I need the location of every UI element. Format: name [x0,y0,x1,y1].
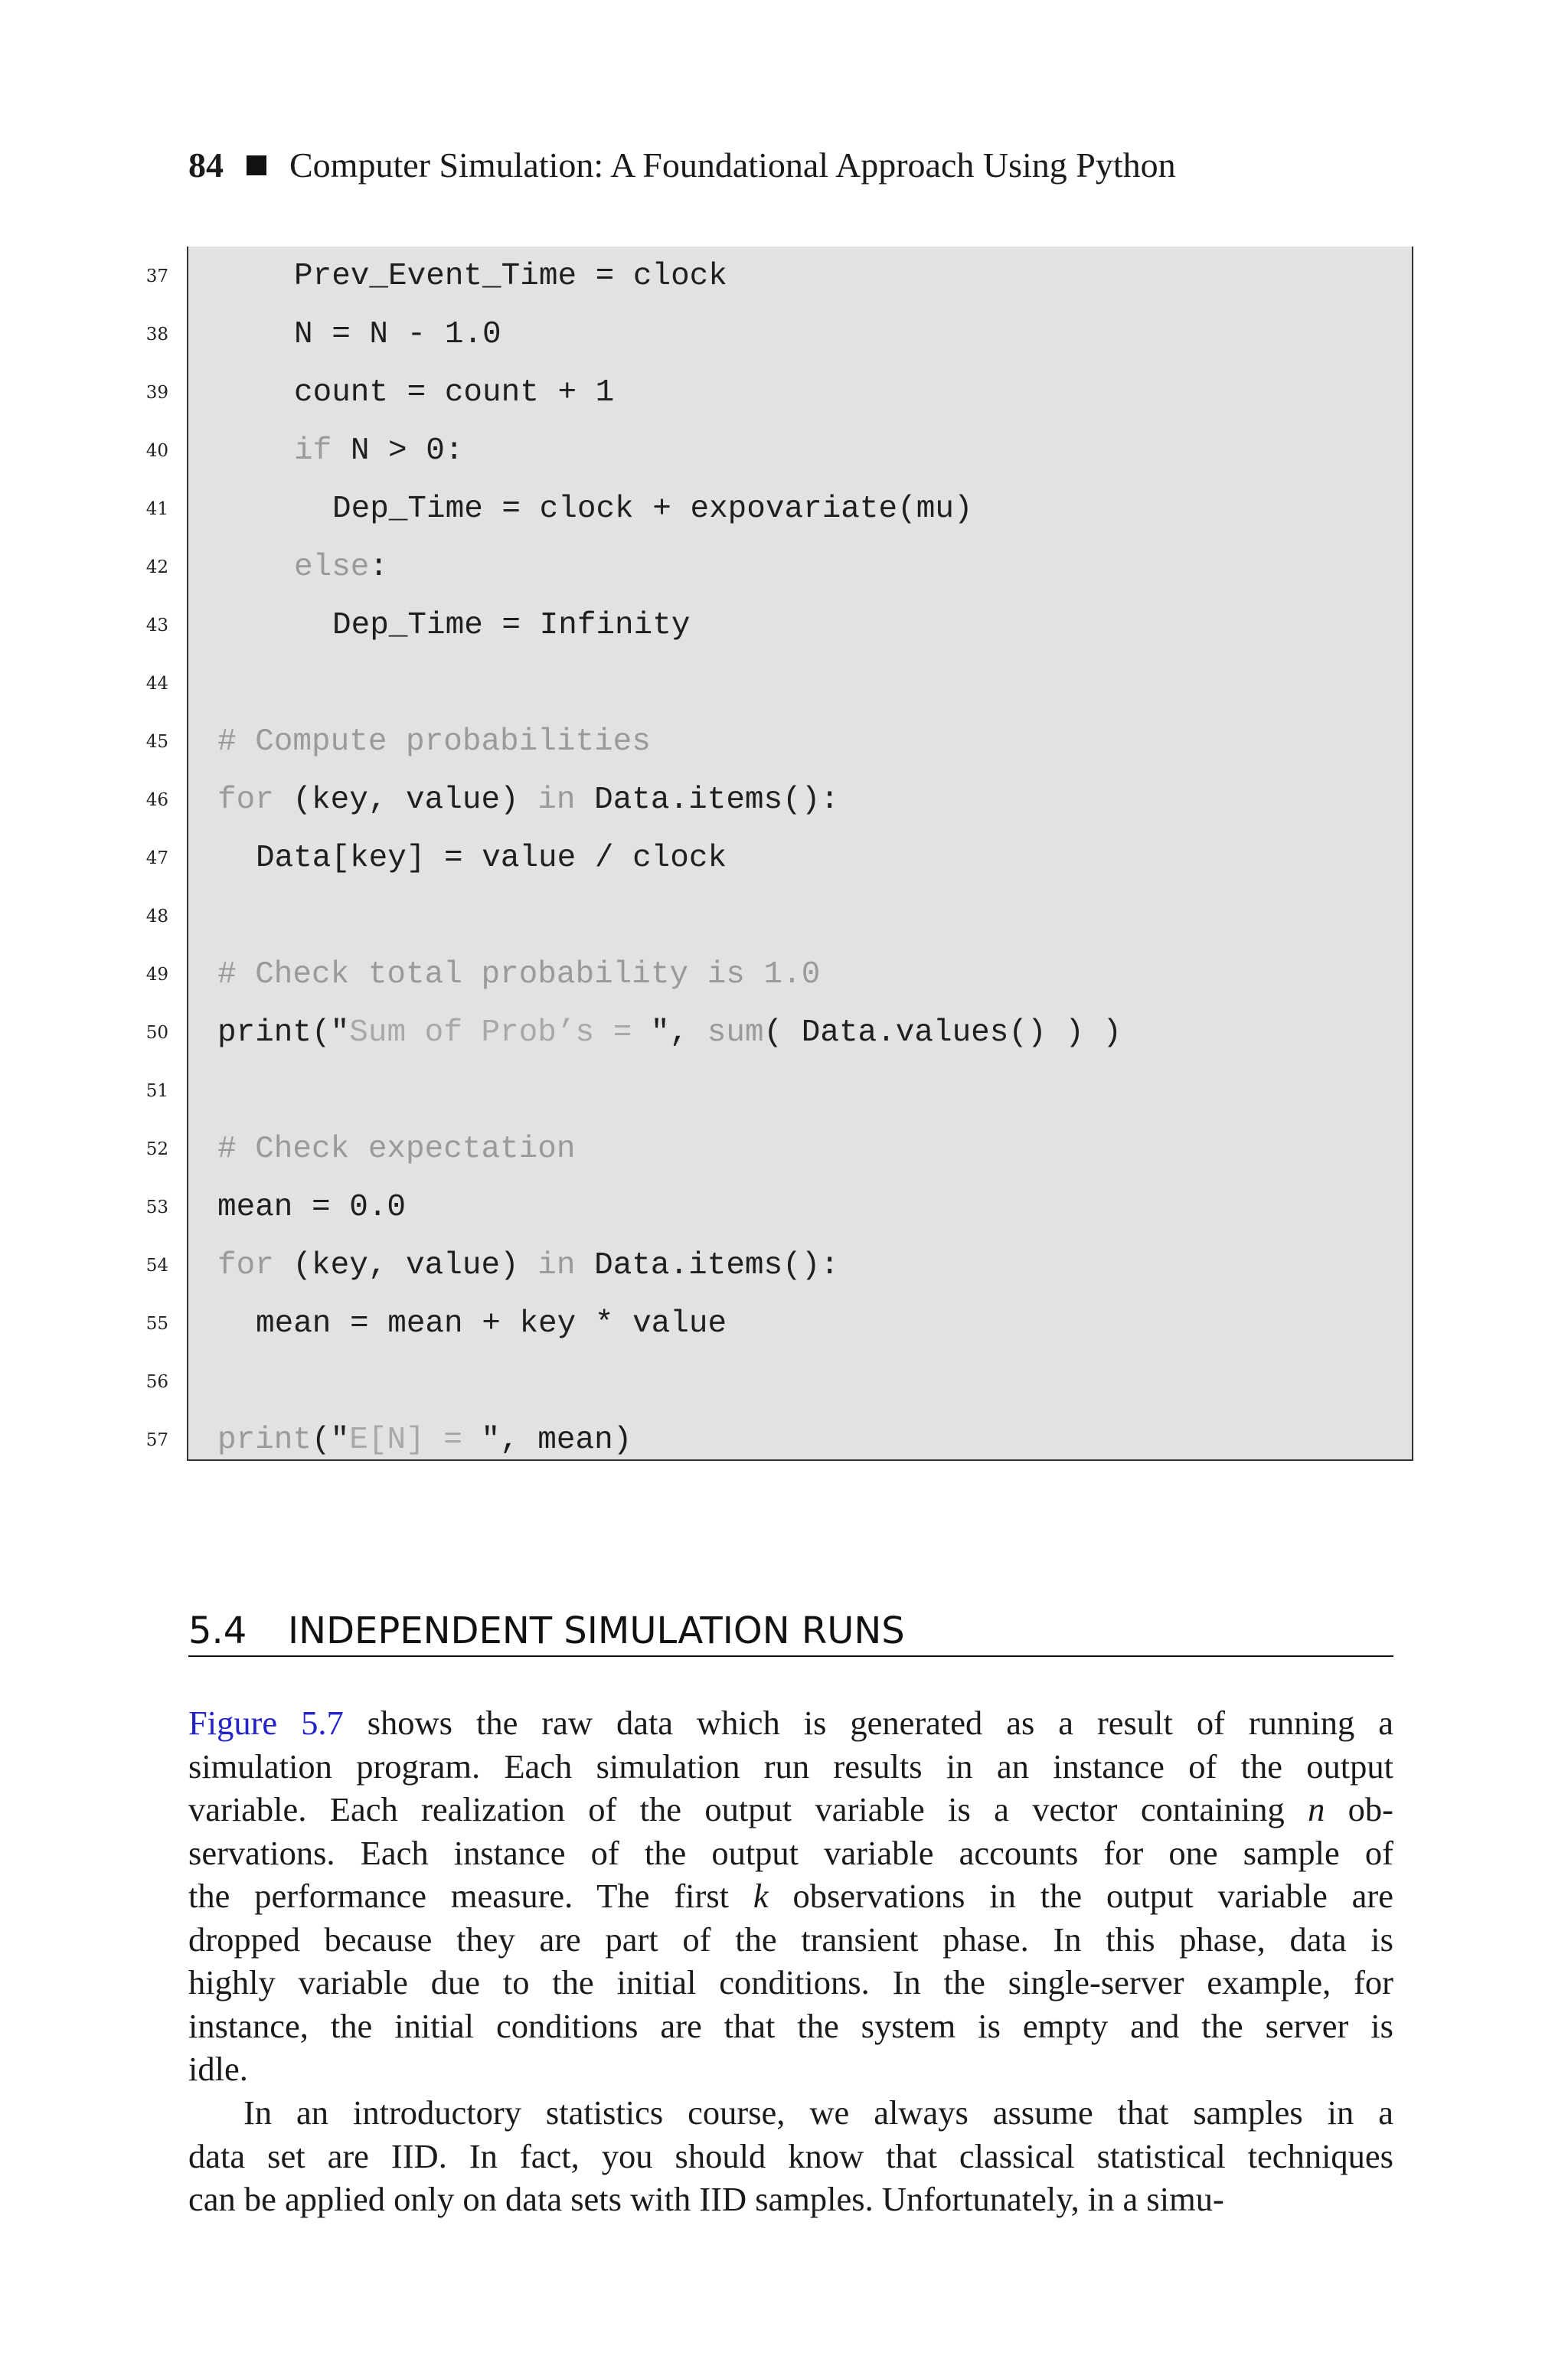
line-number: 47 [145,848,168,868]
text-run: instance, the initial conditions are that the system is empty and the server is [188,2006,1393,2045]
code-text [332,597,690,655]
text-run: simulation program. Each simulation run results in an instance of the output [188,1747,1393,1786]
code-text [294,423,463,480]
code-token: : [369,550,389,585]
code-text [294,364,614,422]
code-line [145,364,1413,422]
text-line [188,1788,1393,1831]
line-number: 38 [145,325,168,345]
code-token: N = N - 1.0 [294,317,501,352]
code-token: N > 0: [332,433,464,469]
code-token: (key, value) [273,1248,538,1283]
text-run: can be applied only on data sets with IID samples. Unfortunately, in a simu- [188,2180,1224,2218]
text-run: highly variable due to the initial conditions. In the single-server example, for [188,1963,1393,2001]
line-number: 42 [145,557,168,577]
code-token: Data.items(): [575,783,839,818]
code-text [256,830,727,887]
line-number: 50 [145,1023,168,1043]
code-comment: # Check total probability is 1.0 [217,957,821,992]
code-text [256,1296,727,1353]
code-line [145,888,1413,946]
code-keyword: sum [707,1015,764,1051]
code-text [217,946,820,1004]
code-keyword: for [217,783,274,818]
code-line [145,714,1413,771]
code-token: ", mean) [481,1423,632,1458]
code-token: Dep_Time = clock + expovariate(mu) [332,492,973,527]
running-head [188,144,1176,187]
code-line [145,481,1413,538]
text-line [188,1701,1393,1745]
figure-link[interactable]: Figure 5.7 [188,1704,344,1742]
text-run: ob- [1325,1790,1393,1828]
code-keyword: if [294,433,332,469]
text-line [188,2047,1393,2091]
code-string: E[N] = [349,1423,482,1458]
line-number: 57 [145,1430,168,1450]
line-number: 48 [145,907,168,926]
code-keyword: for [217,1248,274,1283]
code-text [217,1121,575,1178]
code-token: mean = 0.0 [217,1190,407,1225]
section-number: 5.4 [188,1609,247,1652]
square-separator-icon [247,155,266,175]
line-number: 46 [145,790,168,810]
code-token: print(" [217,1015,350,1051]
code-keyword: in [537,783,576,818]
text-line [188,1831,1393,1875]
line-number: 41 [145,499,168,519]
code-keyword: in [537,1248,576,1283]
code-token: ( Data.values() ) ) [763,1015,1122,1051]
code-text [217,1179,406,1237]
text-line [188,2091,1393,2135]
code-token: Data.items(): [575,1248,839,1283]
text-run: shows the raw data which is generated as a result of running a [343,1704,1393,1742]
line-number: 37 [145,266,168,286]
code-string: Sum of Prob’s = [349,1015,651,1051]
code-token: count = count + 1 [294,375,615,410]
code-line [145,597,1413,655]
code-line [145,772,1413,829]
code-keyword: else [294,550,370,585]
text-run: servations. Each instance of the output variable accounts for one sample of [188,1833,1393,1872]
code-token: (key, value) [273,783,538,818]
text-line [188,2178,1393,2221]
code-token: Prev_Event_Time = clock [294,259,727,294]
paragraph-2 [188,2091,1393,2221]
code-line [145,423,1413,480]
code-comment: # Check expectation [217,1132,576,1167]
code-token: Data[key] = value / clock [256,841,727,876]
code-text [332,481,973,538]
text-run: dropped because they are part of the transient phase. In this phase, data is [188,1920,1393,1959]
code-line [145,1179,1413,1237]
code-line [145,1296,1413,1353]
text-line [188,1874,1393,1918]
code-line [145,946,1413,1004]
text-run: the performance measure. The first [188,1877,753,1915]
paragraph-1 [188,1701,1393,2091]
line-number: 51 [145,1081,168,1101]
line-number: 54 [145,1256,168,1276]
math-variable: k [753,1877,769,1915]
line-number: 43 [145,616,168,636]
code-text [294,306,501,364]
code-text [217,714,651,771]
page-number: 84 [188,145,224,185]
code-keyword: print [217,1423,312,1458]
code-line [145,1063,1413,1120]
line-number: 44 [145,674,168,694]
code-line [145,248,1413,306]
text-run: variable. Each realization of the output variable is a vector containing [188,1790,1308,1828]
code-line [145,655,1413,713]
code-text [217,772,839,829]
section-title: INDEPENDENT SIMULATION RUNS [288,1609,905,1652]
line-number: 52 [145,1139,168,1159]
code-line [145,1354,1413,1411]
code-line [145,306,1413,364]
code-text [294,248,727,306]
text-run: data set are IID. In fact, you should know that classical statistical techniques [188,2136,1393,2175]
code-line [145,830,1413,887]
line-number: 39 [145,383,168,403]
code-token: ", [650,1015,707,1051]
line-number: 45 [145,732,168,752]
code-listing [145,247,1413,1461]
text-line [188,2005,1393,2048]
line-number: 56 [145,1372,168,1392]
code-line [145,1121,1413,1178]
text-line [188,1961,1393,2005]
text-line [188,1918,1393,1962]
code-text [294,539,388,596]
line-number: 53 [145,1198,168,1217]
text-run: idle. [188,2050,248,2088]
code-text [217,1005,1122,1062]
text-line [188,1745,1393,1789]
math-variable: n [1308,1790,1325,1828]
code-comment: # Compute probabilities [217,724,651,760]
text-line [188,2135,1393,2178]
code-token: Dep_Time = Infinity [332,608,691,643]
text-run: observations in the output variable are [768,1877,1393,1915]
code-token: mean = mean + key * value [256,1306,727,1341]
line-number: 49 [145,965,168,985]
book-title: Computer Simulation: A Foundational Approach Using Python [289,145,1176,185]
text-run: In an introductory statistics course, we always assume that samples in a [243,2093,1393,2132]
code-line [145,1412,1413,1469]
section-heading [188,1606,1393,1657]
code-token: (" [312,1423,350,1458]
code-line [145,539,1413,596]
code-text [217,1237,839,1295]
code-text [217,1412,632,1469]
code-line [145,1237,1413,1295]
code-line [145,1005,1413,1062]
line-number: 40 [145,441,168,461]
line-number: 55 [145,1314,168,1334]
